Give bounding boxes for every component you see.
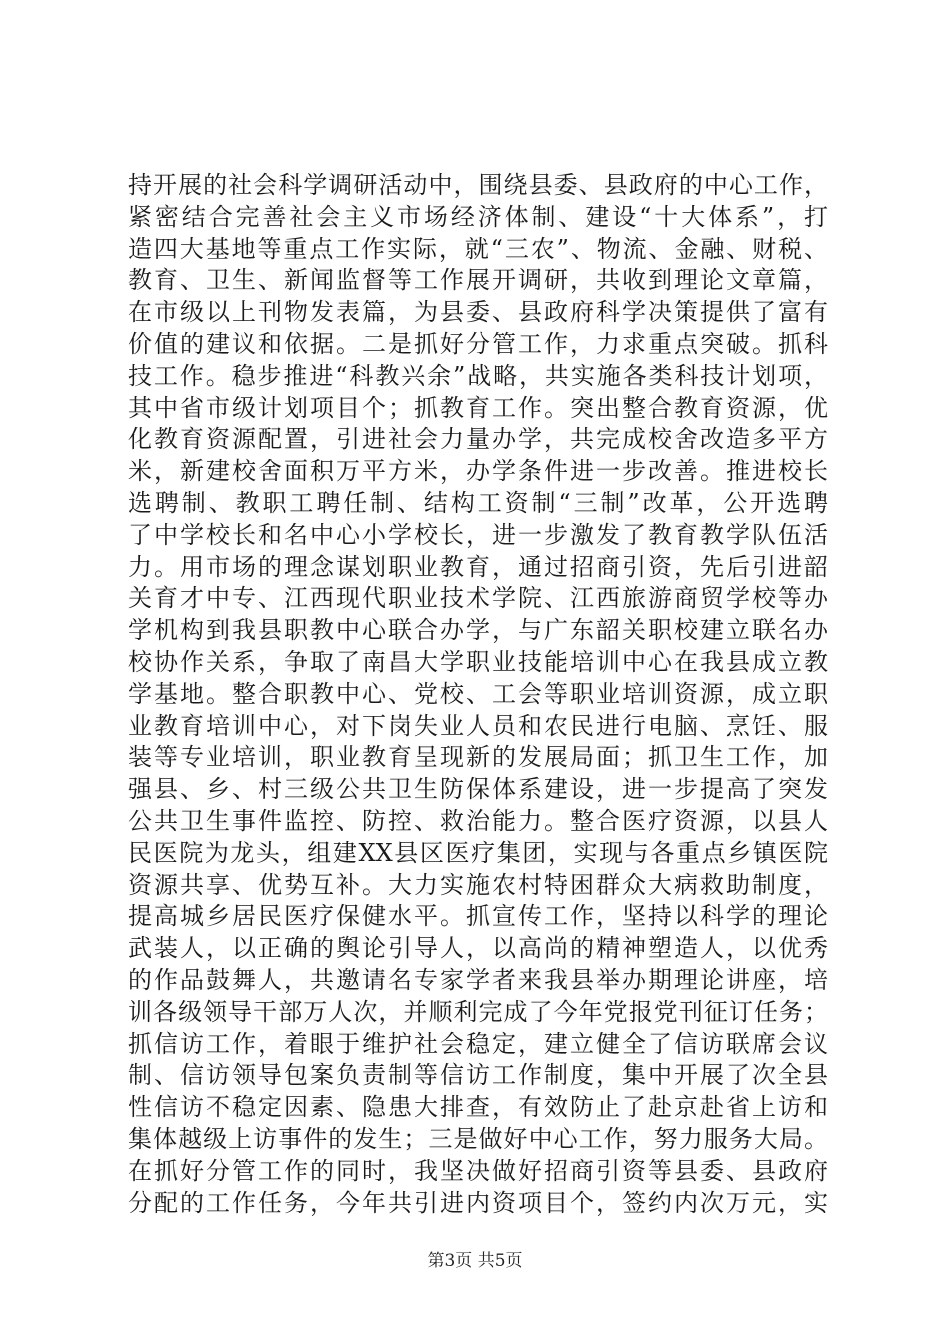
body-text-line: 集体越级上访事件的发生；三是做好中心工作，努力服务大局。 (128, 1124, 828, 1153)
body-text-line: 提高城乡居民医疗保健水平。抓宣传工作，坚持以科学的理论 (128, 902, 828, 931)
body-text-line: 民医院为龙头，组建XX县区医疗集团，实现与各重点乡镇医院 (128, 838, 828, 867)
body-text-line: 技工作。稳步推进“科教兴余”战略，共实施各类科技计划项， (128, 361, 828, 390)
body-text-line: 持开展的社会科学调研活动中，围绕县委、县政府的中心工作， (128, 171, 828, 199)
body-text-line: 选聘制、教职工聘任制、结构工资制“三制”改革，公开选聘 (128, 488, 828, 517)
body-text-line: 造四大基地等重点工作实际，就“三农”、物流、金融、财税、 (128, 234, 828, 263)
body-text-line: 抓信访工作，着眼于维护社会稳定，建立健全了信访联席会议 (128, 1029, 828, 1058)
document-body (128, 170, 828, 1219)
body-text-line: 在抓好分管工作的同时，我坚决做好招商引资等县委、县政府 (128, 1156, 828, 1185)
body-text-line: 装等专业培训，职业教育呈现新的发展局面；抓卫生工作，加 (128, 743, 828, 772)
body-text-line: 教育、卫生、新闻监督等工作展开调研，共收到理论文章篇， (128, 266, 828, 295)
body-text-line: 制、信访领导包案负责制等信访工作制度，集中开展了次全县 (128, 1061, 828, 1090)
body-text-line: 其中省市级计划项目个；抓教育工作。突出整合教育资源，优 (128, 393, 828, 422)
body-text-line: 业教育培训中心，对下岗失业人员和农民进行电脑、烹饪、服 (128, 711, 828, 740)
body-text-line: 化教育资源配置，引进社会力量办学，共完成校舍改造多平方 (128, 425, 828, 454)
body-text-line: 学基地。整合职教中心、党校、工会等职业培训资源，成立职 (128, 679, 828, 708)
body-text-line: 米，新建校舍面积万平方米，办学条件进一步改善。推进校长 (128, 457, 828, 486)
body-text-line: 资源共享、优势互补。大力实施农村特困群众大病救助制度， (128, 870, 828, 899)
body-text-line: 强县、乡、村三级公共卫生防保体系建设，进一步提高了突发 (128, 775, 828, 804)
body-text-line: 在市级以上刊物发表篇，为县委、县政府科学决策提供了富有 (128, 298, 828, 327)
body-text-line: 性信访不稳定因素、隐患大排查，有效防止了赴京赴省上访和 (128, 1093, 828, 1122)
body-text-line: 了中学校长和名中心小学校长，进一步激发了教育教学队伍活 (128, 520, 828, 549)
body-text-line: 武装人，以正确的舆论引导人，以高尚的精神塑造人，以优秀 (128, 934, 828, 963)
body-text-line: 训各级领导干部万人次，并顺利完成了今年党报党刊征订任务； (128, 997, 828, 1026)
body-text-line: 校协作关系，争取了南昌大学职业技能培训中心在我县成立教 (128, 647, 828, 676)
body-text-line: 价值的建议和依据。二是抓好分管工作，力求重点突破。抓科 (128, 329, 828, 358)
body-text-line: 紧密结合完善社会主义市场经济体制、建设“十大体系”，打 (128, 202, 828, 231)
body-text-line: 力。用市场的理念谋划职业教育，通过招商引资，先后引进韶 (128, 552, 828, 581)
body-text-line: 关育才中专、江西现代职业技术学院、江西旅游商贸学校等办 (128, 584, 828, 613)
body-text-line: 的作品鼓舞人，共邀请名专家学者来我县举办期理论讲座，培 (128, 965, 828, 994)
page-footer: 第3页 共5页 (427, 1251, 523, 1271)
body-text-line: 公共卫生事件监控、防控、救治能力。整合医疗资源，以县人 (128, 806, 828, 835)
body-text-line: 分配的工作任务，今年共引进内资项目个，签约内次万元，实 (128, 1188, 828, 1217)
body-text-line: 学机构到我县职教中心联合办学，与广东韶关职校建立联名办 (128, 616, 828, 645)
